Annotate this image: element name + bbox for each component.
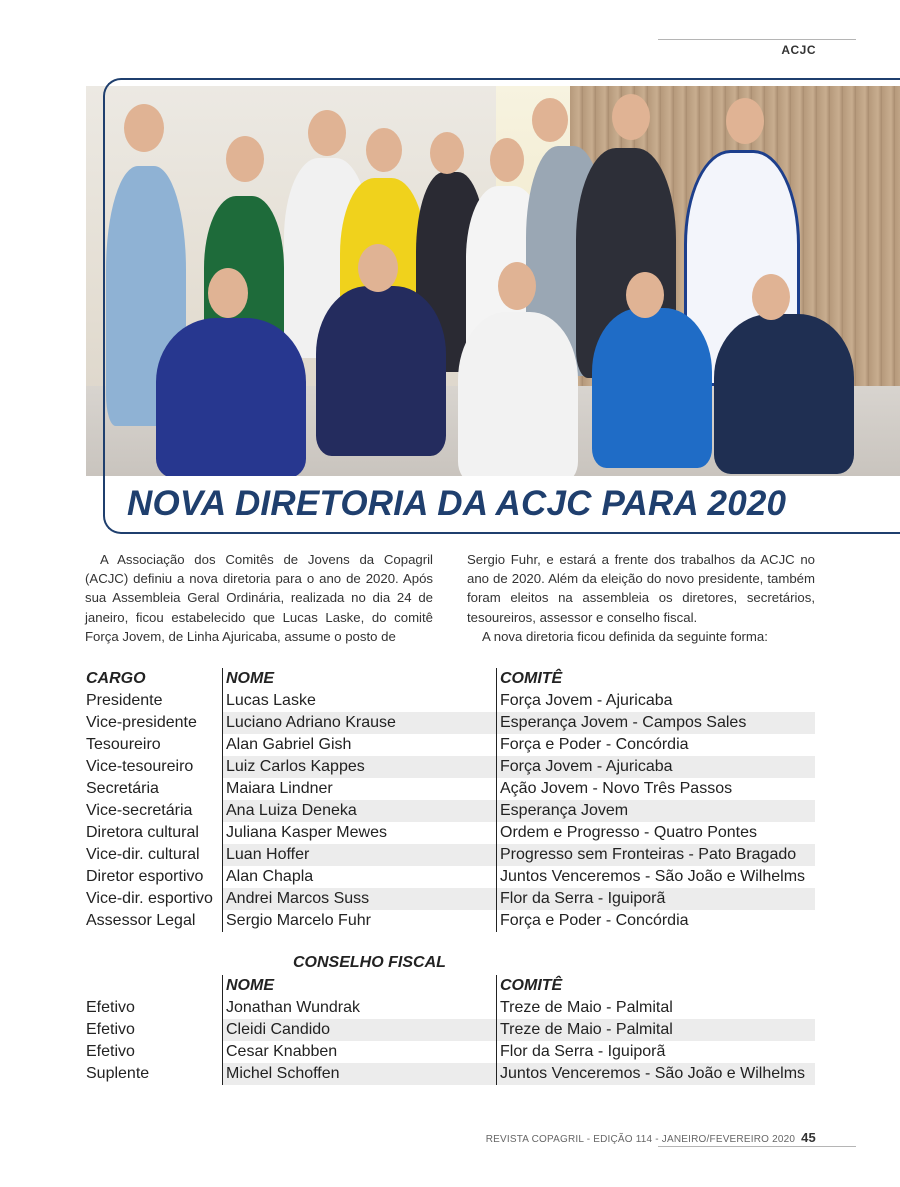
cell-nome: Luciano Adriano Krause [223,712,497,734]
body-paragraph: Sergio Fuhr, e estará a frente dos trabalhos da ACJC no ano de 2020. Além da eleição do novo presidente, também foram eleitos na assembleia os diretores, secretários, tesoureiros, assessor e conselho fiscal. [467,552,815,625]
fiscal-title: CONSELHO FISCAL [293,954,446,971]
cell-cargo: Diretor esportivo [86,868,204,885]
table-row [85,888,815,910]
cell-nome: Alan Gabriel Gish [223,734,497,756]
cell-comite: Esperança Jovem [497,800,816,822]
cell-cargo: Vice-tesoureiro [86,758,194,775]
table-header-row [85,975,815,997]
table-row [85,910,815,932]
footer-rule [658,1146,856,1147]
cell-cargo: Vice-dir. esportivo [86,890,213,907]
cell-comite: Progresso sem Fronteiras - Pato Bragado [497,844,816,866]
cell-comite: Força e Poder - Concórdia [497,734,816,756]
table-header-row [85,668,815,690]
cell-comite: Juntos Venceremos - São João e Wilhelms [497,866,816,888]
table-row [85,756,815,778]
header-nome: NOME [223,975,497,997]
cell-nome: Luiz Carlos Kappes [223,756,497,778]
table-row [85,778,815,800]
cell-nome: Sergio Marcelo Fuhr [223,910,497,932]
cell-comite: Força e Poder - Concórdia [497,910,816,932]
cell-comite: Força Jovem - Ajuricaba [497,756,816,778]
header-blank [85,975,223,997]
cell-cargo: Efetivo [86,1043,135,1060]
cell-cargo: Vice-secretária [86,802,193,819]
body-paragraph: A Associação dos Comitês de Jovens da Copagril (ACJC) definiu a nova diretoria para o ano de 2020. Após sua Assembleia Geral Ordinária, realizada no dia 24 de janeiro, ficou estabelecido que Lucas Laske, do comitê Força Jovem, de Linha Ajuricaba, assume o posto de [85,552,433,644]
table-row [85,712,815,734]
cell-comite: Força Jovem - Ajuricaba [497,690,816,712]
table-row [85,866,815,888]
title-frame [103,78,900,534]
header-rule [658,39,856,40]
cell-nome: Alan Chapla [223,866,497,888]
body-column-left [85,550,433,646]
cell-cargo: Presidente [86,692,163,709]
cell-cargo: Vice-dir. cultural [86,846,200,863]
cell-cargo: Secretária [86,780,159,797]
cell-cargo: Efetivo [86,1021,135,1038]
cell-comite: Esperança Jovem - Campos Sales [497,712,816,734]
cell-comite: Treze de Maio - Palmital [497,997,816,1019]
section-tag: ACJC [781,43,816,57]
header-comite: COMITÊ [497,668,816,690]
table-row [85,1063,815,1085]
cell-comite: Ação Jovem - Novo Três Passos [497,778,816,800]
table-row [85,1019,815,1041]
table-row [85,734,815,756]
cell-nome: Andrei Marcos Suss [223,888,497,910]
cell-nome: Cesar Knabben [223,1041,497,1063]
table-row [85,690,815,712]
cell-cargo: Vice-presidente [86,714,197,731]
article-title: NOVA DIRETORIA DA ACJC PARA 2020 [127,484,787,523]
cell-comite: Flor da Serra - Iguiporã [497,1041,816,1063]
page-footer [486,1130,816,1145]
header-nome: NOME [223,668,497,690]
page-number: 45 [801,1130,816,1145]
body-column-right [467,550,815,646]
board-table [85,668,815,932]
body-paragraph: A nova diretoria ficou definida da seguinte forma: [482,628,768,644]
table-row [85,1041,815,1063]
cell-cargo: Diretora cultural [86,824,199,841]
cell-nome: Jonathan Wundrak [223,997,497,1019]
header-comite: COMITÊ [497,975,816,997]
cell-cargo: Suplente [86,1065,150,1082]
cell-nome: Luan Hoffer [223,844,497,866]
fiscal-table [85,975,815,1085]
table-row [85,997,815,1019]
table-row [85,822,815,844]
cell-nome: Cleidi Candido [223,1019,497,1041]
table-row [85,844,815,866]
cell-cargo: Efetivo [86,999,135,1016]
publication-info: REVISTA COPAGRIL - EDIÇÃO 114 - JANEIRO/FEVEREIRO 2020 [485,1134,796,1145]
cell-nome: Lucas Laske [223,690,497,712]
cell-cargo: Tesoureiro [86,736,161,753]
cell-nome: Ana Luiza Deneka [223,800,497,822]
cell-nome: Juliana Kasper Mewes [223,822,497,844]
header-cargo: CARGO [86,670,146,687]
cell-nome: Maiara Lindner [223,778,497,800]
cell-nome: Michel Schoffen [223,1063,497,1085]
cell-comite: Juntos Venceremos - São João e Wilhelms [497,1063,816,1085]
cell-cargo: Assessor Legal [86,912,196,929]
cell-comite: Flor da Serra - Iguiporã [497,888,816,910]
cell-comite: Ordem e Progresso - Quatro Pontes [497,822,816,844]
table-row [85,800,815,822]
cell-comite: Treze de Maio - Palmital [497,1019,816,1041]
